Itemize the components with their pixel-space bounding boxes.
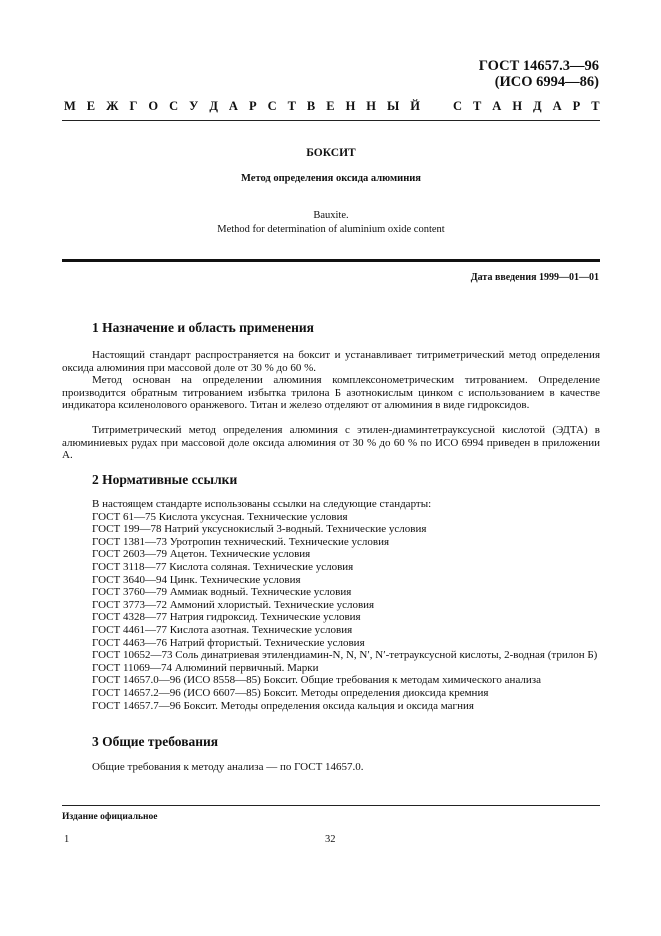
page-number: 32: [325, 834, 336, 845]
banner-letter: Н: [366, 99, 377, 113]
banner-letter: Д: [209, 99, 218, 113]
section1-paragraph2: Метод основан на определении алюминия комплексонометрическим титрованием. Определение производится обратным титрованием избытка трилона Б азотнокислым цинком с использованием в качестве индикатора ксиленолового оранжевого. Титан и железо отделяют от алюминия в виде гидроксидов.: [62, 374, 600, 411]
banner-letter: А: [552, 99, 562, 113]
banner-letter: М: [64, 99, 76, 113]
date-introduced: Дата введения 1999—01—01: [470, 272, 599, 283]
title-divider: [62, 259, 600, 262]
document-subtitle: Метод определения оксида алюминия: [241, 173, 421, 184]
gost-number: ГОСТ 14657.3—96: [478, 58, 599, 74]
banner-letter: Е: [326, 99, 335, 113]
iso-number: (ИСО 6994—86): [494, 74, 599, 90]
reference-item: ГОСТ 10652—73 Соль динатриевая этилендиамин-N, N, N′, N′-тетрауксусной кислоты, 2-водная (трилон Б): [92, 649, 598, 662]
banner-letter: Р: [572, 99, 581, 113]
reference-item: ГОСТ 3118—77 Кислота соляная. Технические условия: [92, 560, 354, 573]
reference-item: ГОСТ 3640—94 Цинк. Технические условия: [92, 573, 301, 586]
publication-note: Издание официальное: [62, 812, 158, 822]
header-divider: [62, 120, 600, 121]
banner-letter: Г: [129, 99, 138, 113]
reference-item: ГОСТ 14657.2—96 (ИСО 6607—85) Боксит. Методы определения диоксида кремния: [92, 686, 489, 699]
interstate-standard-banner: [64, 99, 600, 114]
banner-letter: О: [148, 99, 159, 113]
reference-item: ГОСТ 61—75 Кислота уксусная. Технические условия: [92, 510, 348, 523]
section3-paragraph1: Общие требования к методу анализа — по ГОСТ 14657.0.: [92, 761, 364, 773]
gost-code-block: [479, 58, 599, 90]
banner-letter: С: [452, 99, 462, 113]
banner-letter: Р: [248, 99, 257, 113]
english-title: [62, 209, 600, 237]
references-intro: В настоящем стандарте использованы ссылки на следующие стандарты:: [92, 498, 432, 510]
reference-item: ГОСТ 4463—76 Натрий фтористый. Технические условия: [92, 636, 365, 649]
document-title: БОКСИТ: [306, 147, 356, 159]
english-title-line2: Method for determination of aluminium oxide content: [217, 224, 445, 235]
reference-item: ГОСТ 4461—77 Кислота азотная. Технические условия: [92, 623, 353, 636]
section2-heading: 2 Нормативные ссылки: [92, 472, 238, 487]
edition-number: 1: [64, 834, 70, 845]
banner-letter: Ж: [106, 99, 119, 113]
banner-letter: В: [306, 99, 316, 113]
reference-item: ГОСТ 4328—77 Натрия гидроксид. Технические условия: [92, 611, 361, 624]
banner-letter: Н: [512, 99, 523, 113]
footer-divider: [62, 805, 600, 806]
banner-letter: У: [189, 99, 199, 113]
banner-letter: Й: [410, 99, 420, 113]
section3-heading: 3 Общие требования: [92, 734, 219, 749]
banner-letter: Е: [86, 99, 96, 113]
banner-letter: С: [267, 99, 277, 113]
banner-letter: А: [228, 99, 238, 113]
reference-item: ГОСТ 14657.7—96 Боксит. Методы определения оксида кальция и оксида магния: [92, 699, 474, 712]
section1-heading: 1 Назначение и область применения: [92, 320, 314, 335]
banner-letter: Т: [472, 99, 482, 113]
reference-item: ГОСТ 14657.0—96 (ИСО 8558—85) Боксит. Общие требования к методам химического анализа: [92, 674, 542, 687]
reference-item: ГОСТ 3760—79 Аммиак водный. Технические условия: [92, 586, 352, 599]
reference-item: ГОСТ 1381—73 Уротропин технический. Технические условия: [92, 535, 390, 548]
banner-letter: А: [492, 99, 502, 113]
banner-letter: Т: [287, 99, 296, 113]
banner-letter: Н: [345, 99, 356, 113]
reference-item: ГОСТ 3773—72 Аммоний хлористый. Технические условия: [92, 598, 375, 611]
reference-item: ГОСТ 2603—79 Ацетон. Технические условия: [92, 548, 311, 561]
banner-letter: Т: [591, 99, 600, 113]
banner-letter: Ы: [387, 99, 400, 113]
reference-item: ГОСТ 199—78 Натрий уксуснокислый 3-водный. Технические условия: [92, 523, 427, 536]
banner-letter: Д: [533, 99, 542, 113]
banner-letter: С: [169, 99, 179, 113]
english-title-line1: Bauxite.: [313, 210, 349, 221]
section1-paragraph3: Титриметрический метод определения алюминия с этилен-диаминтетрауксусной кислотой (ЭДТА) в алюминиевых рудах при массовой доле оксида алюминия от 30 % до 60 % по ИСО 6994 приведен в приложении А.: [62, 424, 600, 461]
normative-references-list: [62, 498, 600, 712]
section1-paragraph1: Настоящий стандарт распространяется на боксит и устанавливает титриметрический метод определения оксида алюминия при массовой доле от 30 % до 60 %.: [62, 349, 600, 374]
reference-item: ГОСТ 11069—74 Алюминий первичный. Марки: [92, 661, 319, 674]
